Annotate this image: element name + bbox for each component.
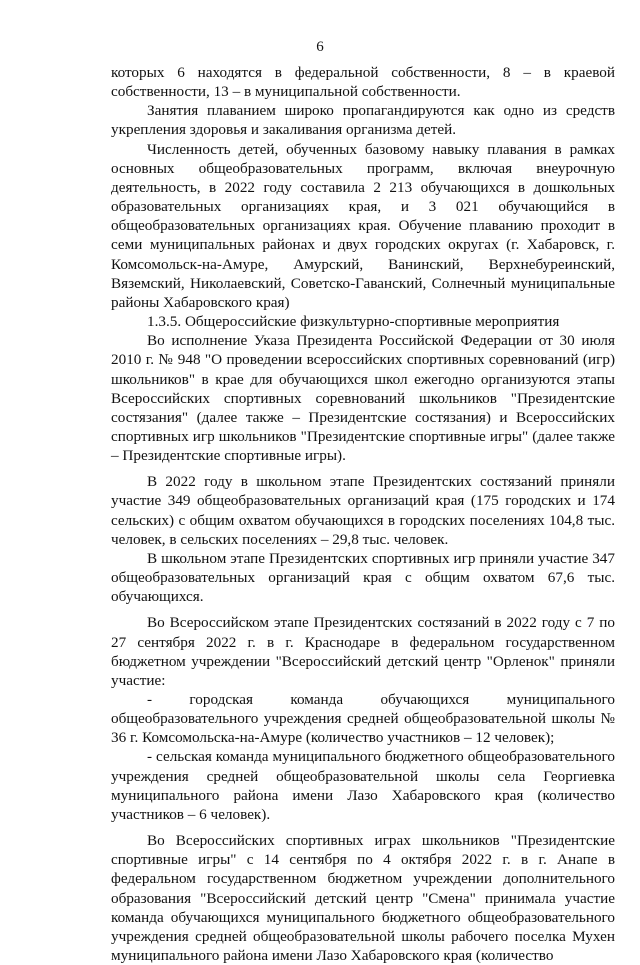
paragraph: - сельская команда муниципального бюджетного общеобразовательного учреждения средней общеобразовательной школы села Георгиевка муниципального района имени Лазо Хабаровского края (количество участников – 6 человек). (111, 748, 615, 823)
paragraph: Во Всероссийских спортивных играх школьников "Президентские спортивные игры" с 14 сентября по 4 октября 2022 г. в г. Анапе в федеральном государственном бюджетном учреждении дополнительного образования "Всероссийский детский центр "Смена" принимала участие команда обучающихся муниципального бюджетного общеобразовательного учреждения средней общеобразовательной школы рабочего поселка Мухен муниципального района имени Лазо Хабаровского края (количество (111, 832, 615, 965)
paragraph: Во Всероссийском этапе Президентских состязаний в 2022 году с 7 по 27 сентября 2022 г. в г. Краснодаре в федеральном государственном бюджетном учреждении "Всероссийский детский центр "Орленок" приняли участие: (111, 614, 615, 689)
paragraph: которых 6 находятся в федеральной собственности, 8 – в краевой собственности, 13 – в муниципальной собственности. (111, 64, 615, 101)
paragraph: Численность детей, обученных базовому навыку плавания в рамках основных общеобразовательных программ, включая внеурочную деятельность, в 2022 году составила 2 213 обучающихся в дошкольных образовательных организациях края, и 3 021 обучающийся в общеобразовательных организациях края. Обучение плаванию проходит в семи муниципальных районах и двух городских округах (г. Хабаровск, г. Комсомольск-на-Амуре, Амурский, Ванинский, Верхнебуреинский, Вяземский, Николаевский, Советско-Гаванский, Солнечный муниципальные районы Хабаровского края) (111, 140, 615, 311)
paragraph: В 2022 году в школьном этапе Президентских состязаний приняли участие 349 общеобразовательных организаций края (175 городских и 174 сельских) с общим охватом обучающихся в городских поселениях 104,8 тыс. человек, в сельских поселениях – 29,8 тыс. человек. (111, 473, 615, 548)
paragraph: - городская команда обучающихся муниципального общеобразовательного учреждения средней общеобразовательной школы № 36 г. Комсомольска-на-Амуре (количество участников – 12 человек); (111, 691, 615, 747)
paragraph: 1.3.5. Общероссийские физкультурно-спортивные мероприятия (147, 313, 560, 331)
paragraph: Занятия плаванием широко пропагандируются как одно из средств укрепления здоровья и закаливания организма детей. (111, 102, 615, 139)
document-body (111, 63, 615, 965)
paragraph: В школьном этапе Президентских спортивных игр приняли участие 347 общеобразовательных организаций края с общим охватом 67,6 тыс. обучающихся. (111, 549, 615, 606)
paragraph: Во исполнение Указа Президента Российской Федерации от 30 июля 2010 г. № 948 "О проведении всероссийских спортивных соревнований (игр) школьников" в крае для обучающихся школ ежегодно организуются этапы Всероссийских спортивных соревнований школьников "Президентские состязания" (далее также – Президентские состязания) и Всероссийских спортивных игр школьников "Президентские спортивные игры" (далее также – Президентские спортивные игры). (111, 332, 615, 465)
page-number: 6 (316, 39, 324, 55)
